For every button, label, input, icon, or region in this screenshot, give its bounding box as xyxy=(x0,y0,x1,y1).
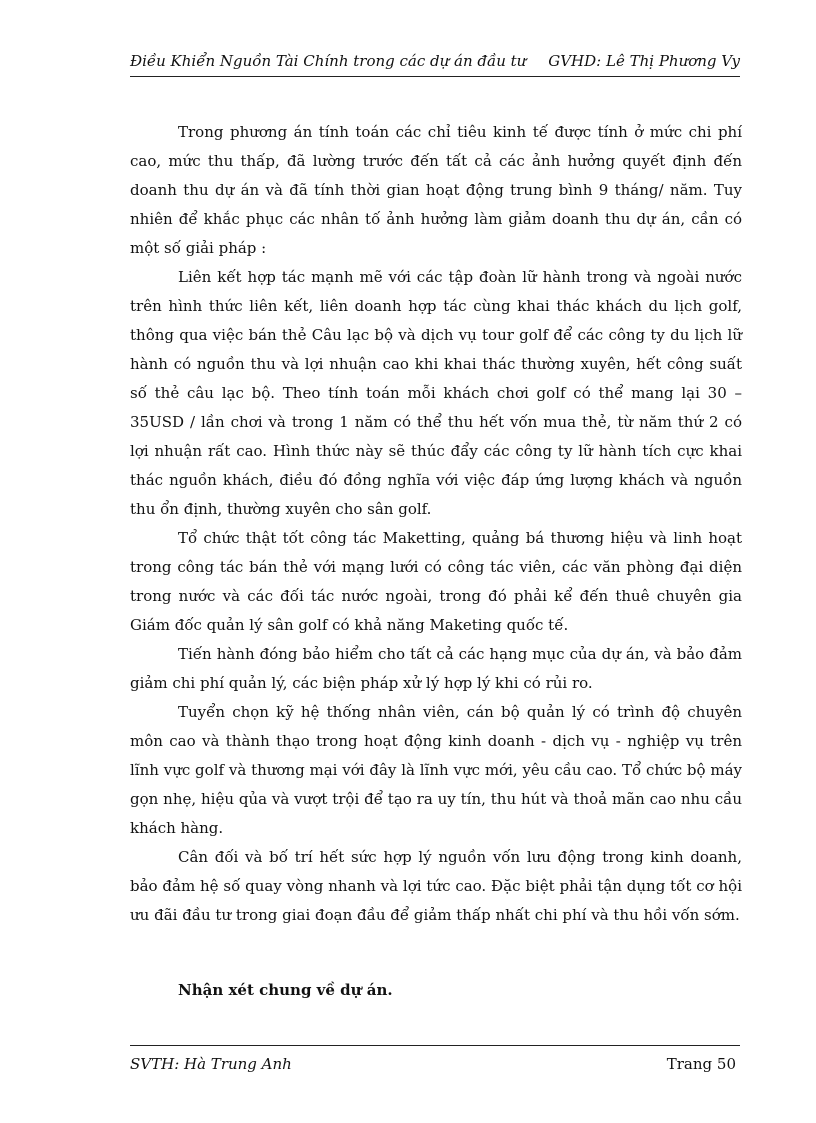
paragraph: Tuyển chọn kỹ hệ thống nhân viên, cán bộ quản lý có trình độ chuyên môn cao và thành thạo trong hoạt động kinh doanh - dịch vụ - nghiệp vụ trên lĩnh vực golf và thương mại với đây là lĩnh vực mới, yêu cầu cao. Tổ chức bộ máy gọn nhẹ, hiệu qủa và vượt trội để tạo ra uy tín, thu hút và thoả mãn cao nhu cầu khách hàng. xyxy=(130,703,742,837)
section-heading: Nhận xét chung về dự án. xyxy=(178,981,393,999)
page-number: Trang 50 xyxy=(666,1055,736,1073)
document-title: Điều Khiển Nguồn Tài Chính trong các dự án đầu tư xyxy=(130,52,527,70)
page-header xyxy=(130,52,740,77)
paragraph: Liên kết hợp tác mạnh mẽ với các tập đoàn lữ hành trong và ngoài nước trên hình thức liên kết, liên doanh hợp tác cùng khai thác khách du lịch golf, thông qua việc bán thẻ Câu lạc bộ và dịch vụ tour golf để các công ty du lịch lữ hành có nguồn thu và lợi nhuận cao khi khai thác thường xuyên, hết công suất số thẻ câu lạc bộ. Theo tính toán mỗi khách chơi golf có thể mang lại 30 – 35USD / lần chơi và trong 1 năm có thể thu hết vốn mua thẻ, từ năm thứ 2 có lợi nhuận rất cao. Hình thức này sẽ thúc đẩy các công ty lữ hành tích cực khai thác nguồn khách, điều đó đồng nghĩa với việc đáp ứng lượng khách và nguồn thu ổn định, thường xuyên cho sân golf. xyxy=(130,268,742,518)
student-name: SVTH: Hà Trung Anh xyxy=(130,1055,292,1073)
advisor-name: GVHD: Lê Thị Phương Vy xyxy=(548,52,740,70)
paragraph: Tổ chức thật tốt công tác Maketting, quảng bá thương hiệu và linh hoạt trong công tác bán thẻ với mạng lưới có công tác viên, các văn phòng đại diện trong nước và các đối tác nước ngoài, trong đó phải kể đến thuê chuyên gia Giám đốc quản lý sân golf có khả năng Maketing quốc tế. xyxy=(130,529,742,634)
paragraph: Trong phương án tính toán các chỉ tiêu kinh tế được tính ở mức chi phí cao, mức thu thấp, đã lường trước đến tất cả các ảnh hưởng quyết định đến doanh thu dự án và đã tính thời gian hoạt động trung bình 9 tháng/ năm. Tuy nhiên để khắc phục các nhân tố ảnh hưởng làm giảm doanh thu dự án, cần có một số giải pháp : xyxy=(130,123,742,257)
paragraph: Tiến hành đóng bảo hiểm cho tất cả các hạng mục của dự án, và bảo đảm giảm chi phí quản lý, các biện pháp xử lý hợp lý khi có rủi ro. xyxy=(130,645,742,692)
page-footer xyxy=(130,1045,740,1076)
body-text xyxy=(130,118,742,930)
paragraph: Cân đối và bố trí hết sức hợp lý nguồn vốn lưu động trong kinh doanh, bảo đảm hệ số quay vòng nhanh và lợi tức cao. Đặc biệt phải tận dụng tốt cơ hội ưu đãi đầu tư trong giai đoạn đầu để giảm thấp nhất chi phí và thu hồi vốn sớm. xyxy=(130,848,742,924)
